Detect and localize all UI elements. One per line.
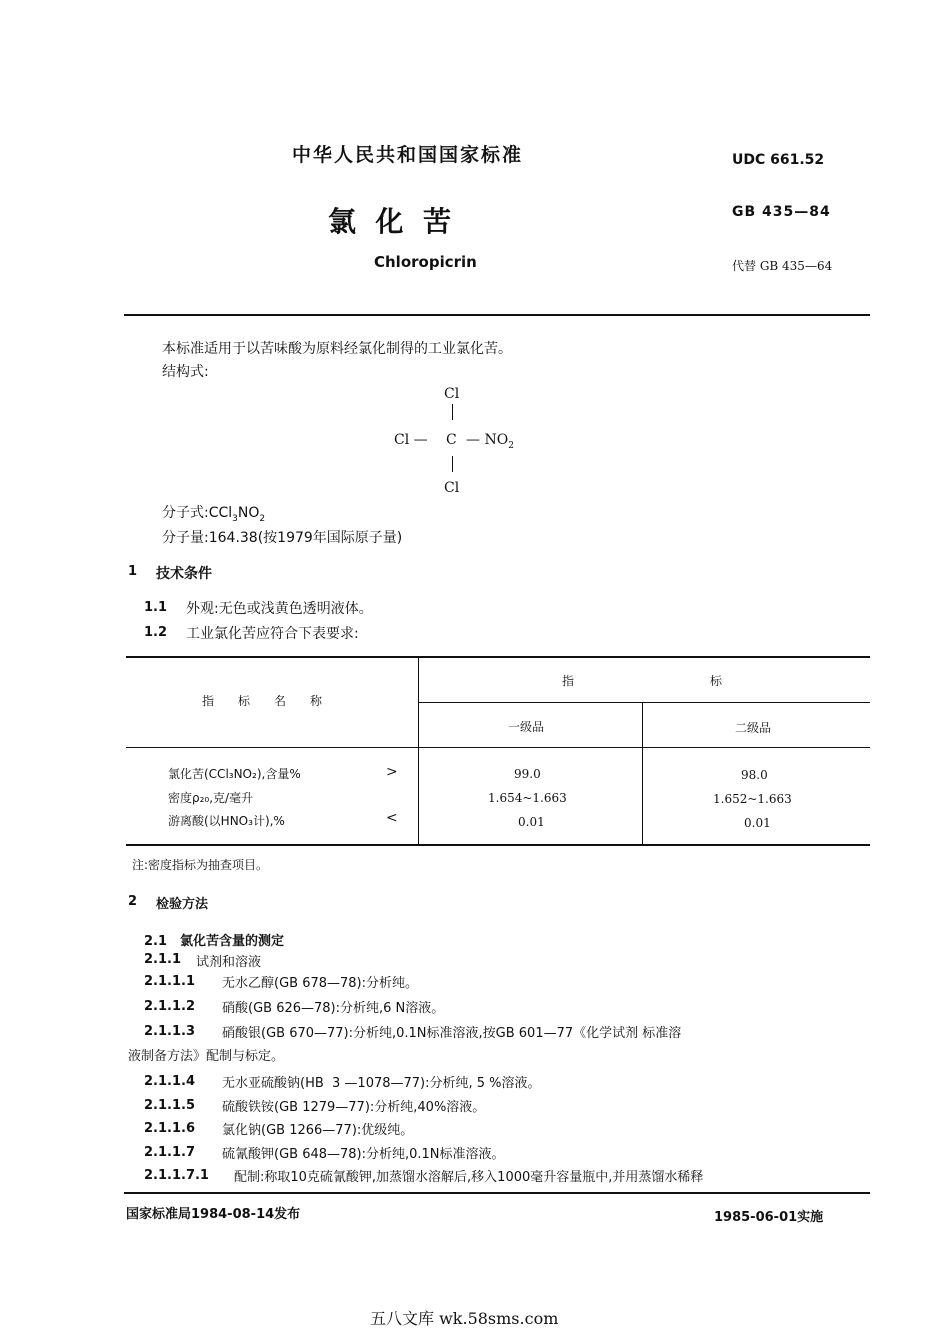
item-text: 无水乙醇(GB 678—78):分析纯。 <box>222 976 419 991</box>
s11-text: 外观:无色或浅黄色透明液体。 <box>186 601 373 617</box>
table-note: 注:密度指标为抽查项目。 <box>132 858 269 872</box>
table-header-rule <box>126 747 870 748</box>
item-text: 硫氰酸钾(GB 648—78):分析纯,0.1N标准溶液。 <box>222 1147 505 1162</box>
table-vline-2 <box>642 702 643 845</box>
row-grade1: 99.0 <box>514 767 541 781</box>
udc-code: UDC 661.52 <box>732 152 825 168</box>
formula-center-atom: C <box>446 432 457 448</box>
row-symbol: < <box>386 810 398 826</box>
section2-number: 2 <box>128 894 138 909</box>
formula-top-atom: Cl <box>444 386 460 402</box>
s211-number: 2.1.1 <box>144 952 182 967</box>
formula-bond-top <box>452 404 453 420</box>
item-number: 2.1.1.7.1 <box>144 1168 209 1183</box>
item-number: 2.1.1.7 <box>144 1145 195 1160</box>
item-text: 配制:称取10克硫氰酸钾,加蒸馏水溶解后,移入1000毫升容量瓶中,并用蒸馏水稀释 <box>234 1170 704 1185</box>
section1-title: 技术条件 <box>156 566 212 582</box>
section2-title: 检验方法 <box>156 897 209 912</box>
formula-bond-bottom <box>452 456 453 472</box>
item-text-continued: 液制备方法》配制与标定。 <box>128 1049 285 1064</box>
table-top-rule <box>126 656 870 658</box>
table-bottom-rule <box>126 844 870 846</box>
item-number: 2.1.1.6 <box>144 1121 195 1136</box>
row-grade2: 1.652~1.663 <box>713 792 792 806</box>
issuing-body: 中华人民共和国国家标准 <box>292 144 524 166</box>
row-grade1: 1.654~1.663 <box>488 791 567 805</box>
english-title: Chloropicrin <box>374 253 477 271</box>
col-index-left: 指 <box>562 674 575 688</box>
s21-heading: 2.1 氯化苦含量的测定 <box>144 934 285 949</box>
table-mid-rule <box>418 702 870 703</box>
col-index-right: 标 <box>710 674 723 688</box>
row-name: 氯化苦(CCl₃NO₂),含量% <box>168 767 301 781</box>
item-text: 硫酸铁铵(GB 1279—77):分析纯,40%溶液。 <box>222 1100 486 1115</box>
formula-bottom-atom: Cl <box>444 480 460 496</box>
s12-text: 工业氯化苦应符合下表要求: <box>186 626 359 642</box>
structure-label: 结构式: <box>162 364 209 380</box>
grade2-header: 二级品 <box>735 721 772 735</box>
row-name: 密度ρ₂₀,克/毫升 <box>168 791 254 805</box>
s12-number: 1.2 <box>144 625 168 640</box>
footer-rule <box>124 1192 870 1194</box>
standard-title: 氯 化 苦 <box>328 205 451 238</box>
item-text: 硝酸银(GB 670—77):分析纯,0.1N标准溶液,按GB 601—77《化学试剂 标准溶 <box>222 1026 682 1041</box>
item-number: 2.1.1.3 <box>144 1024 195 1039</box>
row-name: 游离酸(以HNO₃计),% <box>168 814 285 828</box>
molecular-mass: 分子量:164.38(按1979年国际原子量) <box>162 530 403 546</box>
item-number: 2.1.1.5 <box>144 1098 195 1113</box>
header-rule <box>124 314 870 316</box>
row-symbol: > <box>386 764 398 780</box>
issue-date: 国家标准局1984-08-14发布 <box>126 1207 301 1222</box>
item-text: 硝酸(GB 626—78):分析纯,6 N溶液。 <box>222 1001 445 1016</box>
standard-code: GB 435—84 <box>732 204 831 220</box>
item-text: 氯化钠(GB 1266—77):优级纯。 <box>222 1123 414 1138</box>
replaces-note: 代替 GB 435—64 <box>732 259 833 273</box>
site-watermark: 五八文库 wk.58sms.com <box>370 1309 559 1328</box>
s11-number: 1.1 <box>144 600 168 615</box>
row-grade1: 0.01 <box>518 815 545 829</box>
scope-text: 本标准适用于以苦味酸为原料经氯化制得的工业氯化苦。 <box>162 341 512 357</box>
formula-right-group: — $NO_2$ <box>466 432 514 451</box>
formula-left-atom: Cl — <box>394 432 428 448</box>
item-number: 2.1.1.4 <box>144 1074 195 1089</box>
s211-text: 试剂和溶液 <box>196 955 262 970</box>
row-grade2: 98.0 <box>741 768 768 782</box>
item-number: 2.1.1.1 <box>144 974 195 989</box>
item-text: 无水亚硫酸钠(HB 3 —1078—77):分析纯, 5 %溶液。 <box>222 1076 541 1091</box>
item-number: 2.1.1.2 <box>144 999 195 1014</box>
col-name-header: 指 标 名 称 <box>202 694 323 708</box>
grade1-header: 一级品 <box>508 720 545 734</box>
effective-date: 1985-06-01实施 <box>714 1210 824 1225</box>
molecular-formula: 分子式$:CCl_3NO_2$ <box>162 505 266 524</box>
section1-number: 1 <box>128 564 138 579</box>
row-grade2: 0.01 <box>744 816 771 830</box>
table-vline-1 <box>418 657 419 845</box>
